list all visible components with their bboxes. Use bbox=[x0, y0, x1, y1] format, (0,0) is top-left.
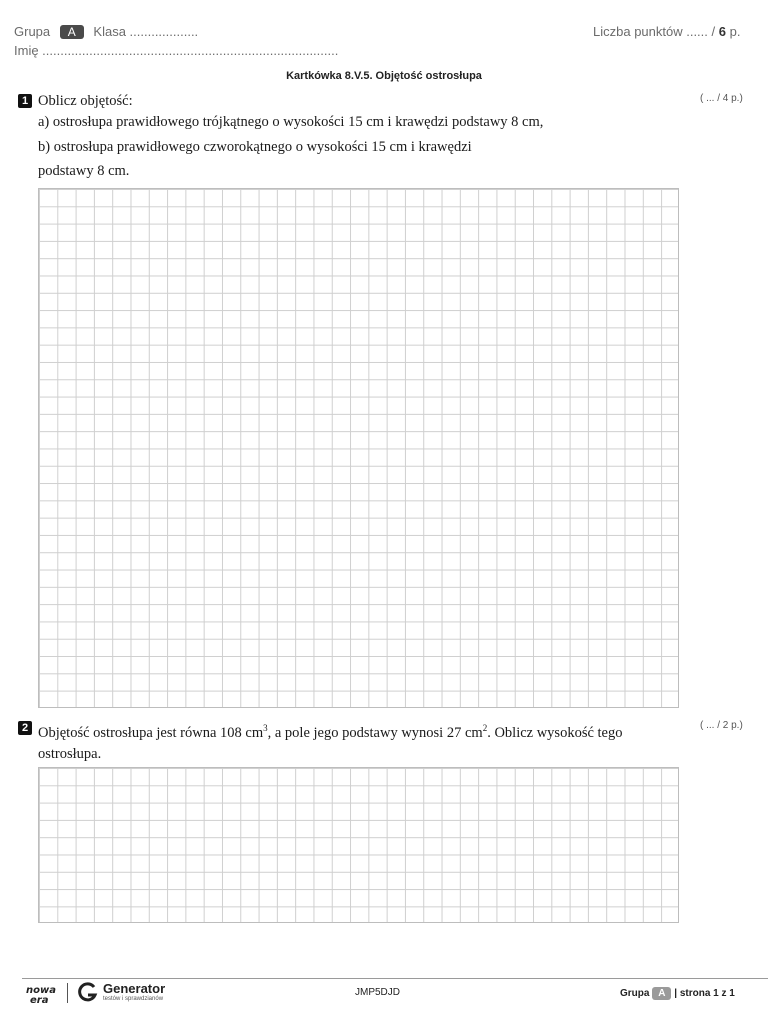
question-number-2: 2 bbox=[18, 721, 32, 735]
points-total: 6 bbox=[718, 24, 726, 39]
generator-g-icon bbox=[77, 981, 99, 1005]
group-label: Grupa bbox=[14, 24, 51, 39]
svg-text:era: era bbox=[30, 995, 49, 1006]
points-unit: p. bbox=[729, 24, 741, 39]
nowa-era-logo bbox=[24, 982, 60, 1006]
generator-subtitle: testów i sprawdzianów bbox=[103, 996, 164, 1002]
footer-code: JMP5DJD bbox=[355, 987, 401, 998]
class-field: Klasa ................... bbox=[93, 24, 199, 39]
generator-title: Generator bbox=[103, 981, 166, 996]
svg-text:nowa: nowa bbox=[26, 985, 56, 996]
question-1-lead: Oblicz objętość: bbox=[38, 93, 133, 109]
question-1-part-a: a) ostrosłupa prawidłowego trójkątnego o wysokości 15 cm i krawędzi podstawy 8 cm, bbox=[38, 114, 544, 130]
footer-group-badge: A bbox=[652, 987, 671, 1000]
group-badge: A bbox=[60, 25, 84, 39]
question-2-text-cont: ostrosłupa. bbox=[38, 746, 102, 762]
footer-divider bbox=[22, 978, 768, 979]
answer-grid-1[interactable] bbox=[38, 188, 679, 708]
group-field bbox=[14, 24, 198, 39]
page-title: Kartkówka 8.V.5. Objętość ostrosłupa bbox=[286, 70, 482, 82]
question-1-points: ( ... / 4 p.) bbox=[700, 93, 743, 104]
points-label: Liczba punktów ...... / bbox=[593, 24, 716, 39]
footer-page-info: Grupa A | strona 1 z 1 bbox=[620, 988, 735, 999]
question-number-1: 1 bbox=[18, 94, 32, 108]
points-field bbox=[593, 24, 740, 39]
question-2-text: Objętość ostrosłupa jest równa 108 $cm^3$, a pole jego podstawy wynosi 27 $cm^2$. Oblicz wysokość tego bbox=[38, 723, 623, 741]
footer-logo-divider bbox=[67, 983, 68, 1003]
question-2-points: ( ... / 2 p.) bbox=[700, 720, 743, 731]
name-field: Imię .................................................................................. bbox=[14, 43, 339, 58]
question-1-part-b: b) ostrosłupa prawidłowego czworokątnego o wysokości 15 cm i krawędzi bbox=[38, 139, 472, 155]
answer-grid-2[interactable] bbox=[38, 767, 679, 923]
question-1-part-b-cont: podstawy 8 cm. bbox=[38, 163, 130, 179]
